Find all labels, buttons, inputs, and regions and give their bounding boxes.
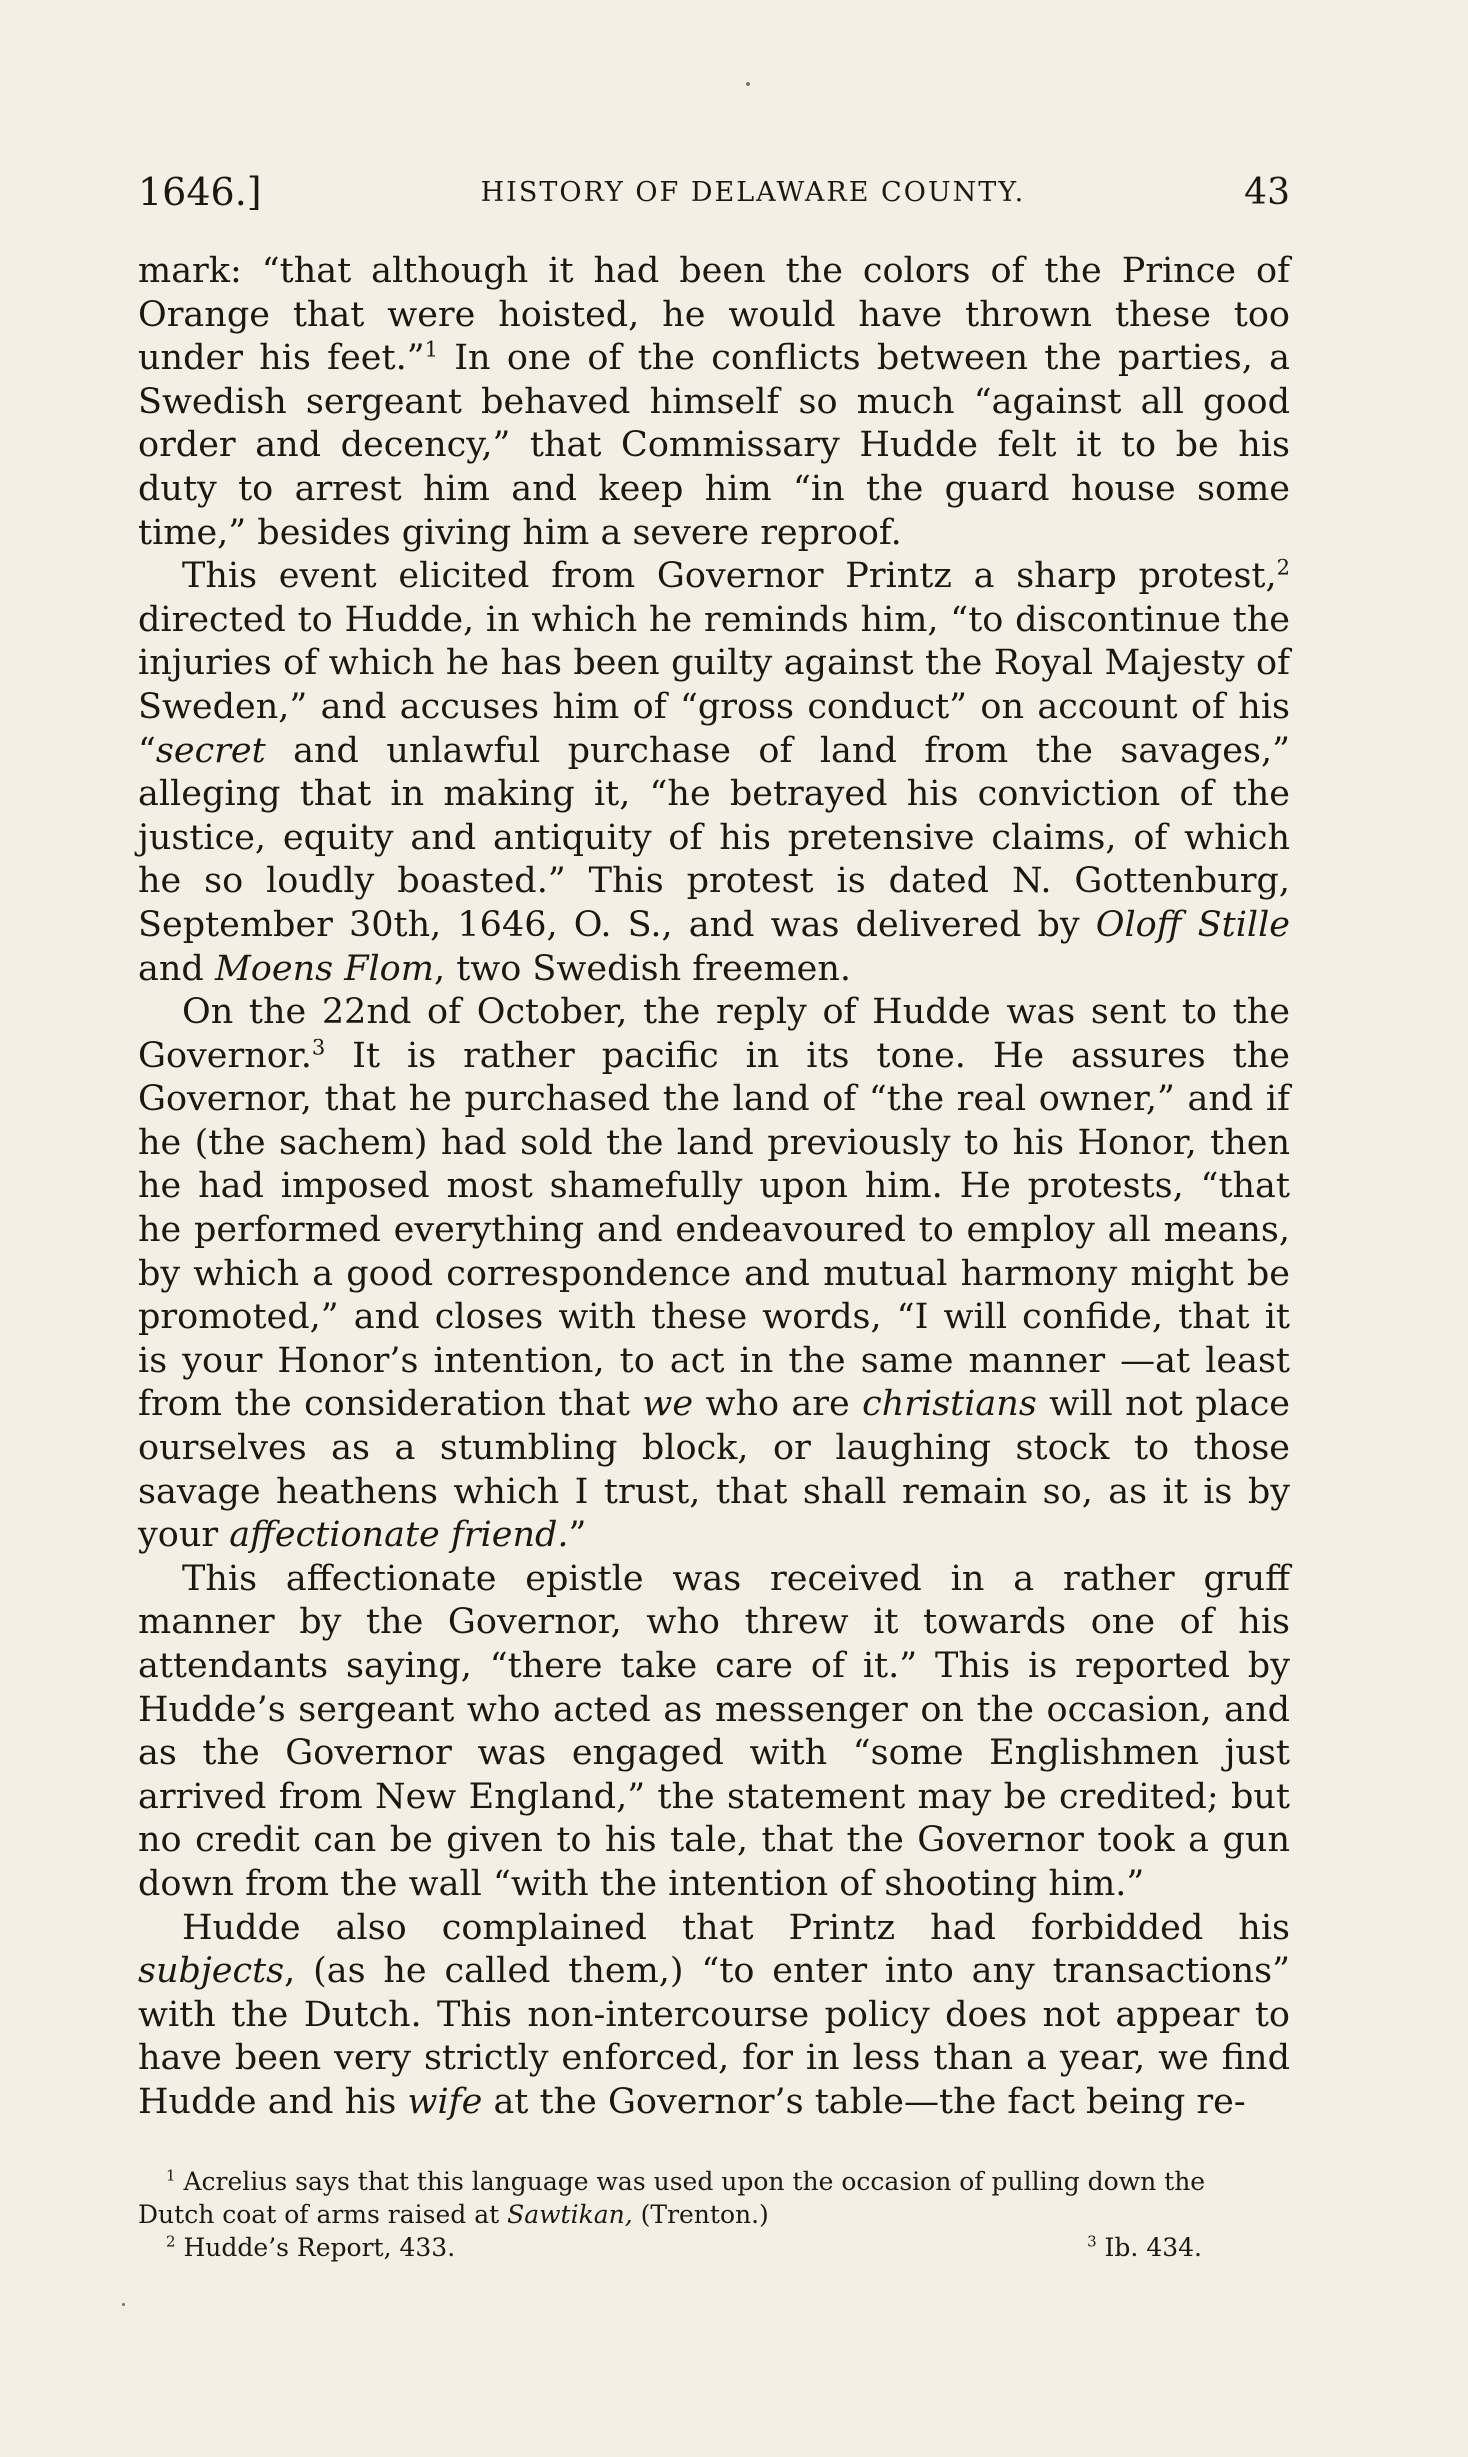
italic-span: Sawtikan, — [507, 2200, 633, 2229]
text-span: Acrelius says that this language was used upon the occasion of pulling down the — [175, 2167, 1206, 2196]
italic-span: christians — [862, 1384, 1037, 1425]
italic-span: Oloff Stille — [1095, 904, 1291, 945]
header-title: HISTORY OF DELAWARE COUNTY. — [480, 176, 1026, 208]
italic-span: affectionate friend. — [229, 1515, 569, 1556]
italic-span: Moens Flom — [214, 948, 434, 989]
footnote-row — [138, 2231, 1290, 2264]
text-span: and unlawful purchase of land from the savages,” alleging that in making it, “he betrayed his conviction of the justice, equity and antiquity of his pretensive claims, of which he so loudly boasted.” This protest is dated N. Gottenburg, September 30th, 1646, O. S., and was delivered by — [138, 730, 1290, 945]
footnote-3 — [1087, 2231, 1290, 2264]
page-number: 43 — [1244, 171, 1290, 213]
italic-span: wife — [407, 2081, 483, 2122]
text-span: This affectionate epistle was received in a rather gruff manner by the Governor, who threw it towards one of his attendants saying, “there take care of it.” This is reported by Hudde’s sergeant who acted as messenger on the occasion, and as the Governor was engaged with “some Englishmen just arrived from New England,” the statement may be credited; but no credit can be given to his tale, that the Governor took a gun down from the wall “with the intention of shooting him.” — [138, 1558, 1290, 1904]
footnote-number: 3 — [1087, 2232, 1097, 2251]
footnote-number: 2 — [166, 2232, 176, 2251]
body-text — [138, 250, 1290, 2125]
text-span: who are — [693, 1384, 863, 1425]
text-span: will not place ourselves as a stumbling block, or laughing stock to those savage heathens which I trust, that shall remain so, as it is by your — [138, 1384, 1291, 1556]
paragraph-2 — [138, 555, 1290, 991]
footnote-1 — [138, 2165, 1290, 2231]
text-span: (Trenton.) — [632, 2200, 769, 2229]
running-header — [138, 162, 1290, 222]
text-span: This event elicited from Governor Printz a sharp protest, — [182, 556, 1277, 597]
italic-span: subjects — [138, 1951, 285, 1992]
paper-speck — [122, 2303, 125, 2306]
text-span: It is rather pacific in its tone. He assures the Governor, that he purchased the land of “the real owner,” and if he (the sachem) had sold the land previously to his Honor, then he had imposed most shamefully upon him. He protests, “that he performed everything and endeavoured to employ all means, by which a good correspondence and mutual harmony might be promoted,” and closes with these words, “I will confide, that it is your Honor’s intention, to act in the same manner —at least from the consideration that — [138, 1035, 1290, 1425]
text-span: directed to Hudde, in which he reminds him, “to discontinue the injuries of which he has been guilty against the Royal Majesty of Sweden,” and accuses him of “gross conduct” on account of his “ — [138, 599, 1290, 771]
paragraph-5 — [138, 1907, 1290, 2125]
text-span: Dutch coat of arms raised at — [138, 2200, 508, 2229]
footnotes — [138, 2165, 1290, 2264]
text-span: , (as he called them,) “to enter into any transactions” with the Dutch. This non-intercourse policy does not appear to have been very strictly enforced, for in less than a year, we find Hudde and his — [138, 1951, 1290, 2122]
footnote-2 — [138, 2231, 455, 2264]
footnote-ref-1: 1 — [424, 337, 438, 362]
paragraph-4 — [138, 1558, 1290, 1907]
text-span: , two Swedish freemen. — [433, 948, 851, 989]
text-span: Ib. 434. — [1096, 2233, 1202, 2262]
footnote-ref-2: 2 — [1276, 555, 1290, 580]
text-span: mark: “that although it had been the colors of the Prince of Orange that were hoisted, he would have thrown these too under his feet.” — [138, 251, 1290, 379]
header-year: 1646.] — [138, 170, 262, 214]
text-span: and — [138, 948, 215, 989]
footnote-ref-3: 3 — [311, 1035, 326, 1060]
paragraph-3 — [138, 991, 1290, 1558]
italic-span: we — [642, 1384, 694, 1425]
text-span: Hudde’s Report, 433. — [175, 2233, 456, 2262]
text-span: On the 22nd of October, the reply of Hudde was sent to the Governor. — [138, 992, 1290, 1076]
text-span: Hudde also complained that Printz had forbidded his — [182, 1907, 1290, 1948]
text-span: In one of the conflicts between the parties, a Swedish sergeant behaved himself so much “against all good order and decency,” that Commissary Hudde felt it to be his duty to arrest him and keep him “in the guard house some time,” besides giving him a severe reproof. — [138, 338, 1290, 553]
paper-speck — [746, 82, 750, 86]
footnote-1-continuation — [138, 2198, 1290, 2231]
italic-span: secret — [155, 730, 266, 771]
text-span: ” — [568, 1515, 587, 1556]
paragraph-1 — [138, 250, 1290, 555]
footnote-number: 1 — [166, 2166, 176, 2185]
text-span: at the Governor’s table—the fact being re- — [482, 2081, 1246, 2122]
